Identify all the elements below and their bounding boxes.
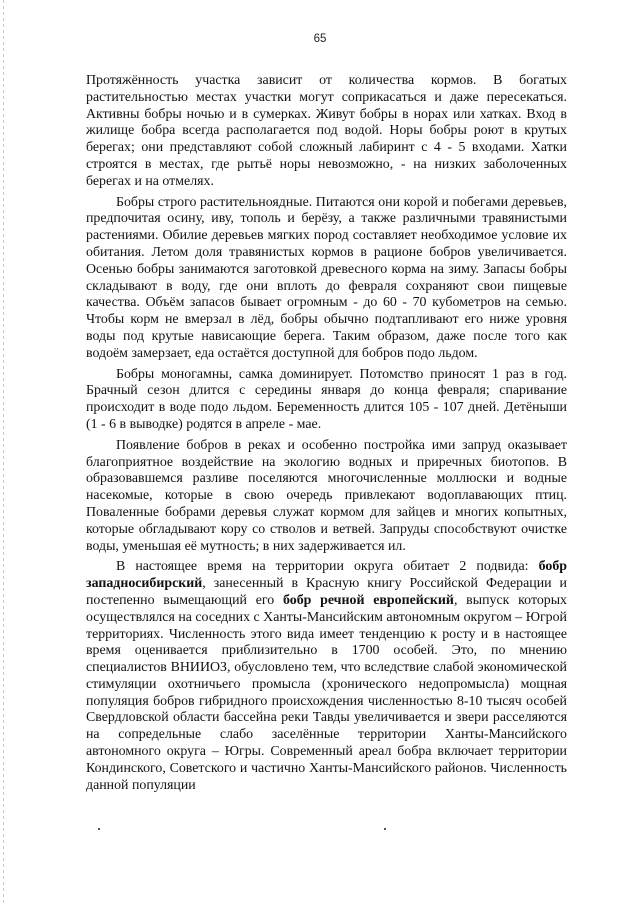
text-segment: Бобры строго растительноядные. Питаются они корой и побегами деревьев, предпочитая осину, иву, тополь и берёзу, а также различными травянистыми растениями. Обилие деревьев мягких пород составляет необходимое условие их обитания. Летом доля травянистых кормов в рационе бобров увеличивается. Осенью бобры занимаются заготовкой древесного корма на зиму. Запасы бобры складывают в воду, где они вплоть до февраля сохраняют свои пищевые качества. Объём запасов бывает огромным - до 60 - 70 кубометров на семью. Чтобы корм не вмерзал в лёд, бобры обычно подтапливают его ниже уровня воды под крутые нависающие берега. Таким образом, даже после того как водоём замерзает, еда остаётся доступной для бобров подо льдом. bbox=[86, 194, 567, 361]
paragraph-p4 bbox=[86, 438, 567, 556]
bold-term: бобр речной европейский bbox=[282, 592, 454, 608]
page-number: 65 bbox=[313, 33, 327, 45]
text-segment: Появление бобров в реках и особенно постройка ими запруд оказывает благоприятное воздействие на экологию водных и приречных биотопов. В образовавшемся разливе поселяются многочисленные моллюски и водные насекомые, которые в свою очередь привлекают водоплавающих птиц. Поваленные бобрами деревья служат кормом для зайцев и многих копытных, которые обгладывают кору со стволов и ветвей. Запруды способствуют очистке воды, уменьшая её мутность; в них задерживается ил. bbox=[86, 437, 567, 554]
body-text bbox=[86, 73, 567, 794]
scan-edge-line bbox=[3, 0, 4, 905]
text-segment: Протяжённость участка зависит от количества кормов. В богатых растительностью местах участки могут соприкасаться и даже пересекаться. Активны бобры ночью и в сумерках. Живут бобры в норах или хатках. Вход в жилище бобра всегда располагается под водой. Норы бобры роют в крутых берегах; они представляют собой сложный лабиринт с 4 - 5 входами. Хатки строятся в местах, где рытьё норы невозможно, - на низких заболоченных берегах и на отмелях. bbox=[86, 73, 567, 189]
scan-speck bbox=[384, 828, 386, 830]
text-segment: , занесенный в Красную книгу Российской Федерации и постепенно вымещающий его bbox=[86, 576, 567, 608]
text-segment: Бобры моногамны, самка доминирует. Потомство приносят 1 раз в год. Брачный сезон длится с середины января до конца февраля; спаривание происходит в воде подо льдом. Беременность длится 105 - 107 дней. Детёныши (1 - 6 в выводке) родятся в апреле - мае. bbox=[86, 366, 567, 432]
text-segment: , выпуск которых осуществлялся на соседних с Ханты-Мансийским автономным округом – Югрой территориях. Численность этого вида имеет тенденцию к росту и в настоящее время оценивается приблизительно в 1700 особей. Это, по мнению специалистов ВНИИОЗ, обусловлено тем, что вследствие слабой экономической стимуляции охотничьего промысла (хронического недопромысла) мощная популяция бобров гибридного происхождения численностью 8-10 тысяч особей Свердловской области бассейна реки Тавды увеличивается и звери расселяются на сопредельные слабо заселённые территории Ханты-Мансийского автономного округа – Югры. Современный ареал бобра включает территории Кондинского, Советского и частично Ханты-Мансийского районов. Численность данной популяции bbox=[86, 592, 568, 793]
paragraph-p1 bbox=[86, 73, 567, 191]
bold-term: бобр западносибирский bbox=[86, 559, 567, 592]
text-segment: В настоящее время на территории округа обитает 2 подвида: bbox=[116, 559, 539, 575]
paragraph-p2 bbox=[86, 195, 567, 363]
paragraph-p3 bbox=[86, 367, 567, 434]
scan-speck bbox=[98, 828, 100, 830]
paragraph-p5 bbox=[86, 559, 567, 794]
